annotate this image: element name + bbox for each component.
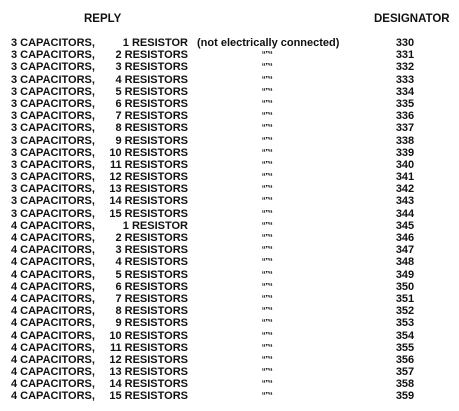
connection-note-cell: “”“ <box>261 123 273 133</box>
reply-column-header: REPLY <box>84 13 122 25</box>
designator-cell: 339 <box>395 146 415 159</box>
capacitor-count-cell: 3 CAPACITORS, <box>11 110 95 123</box>
connection-note-cell: “”“ <box>261 147 273 157</box>
connection-note-cell: “”“ <box>261 111 273 121</box>
connection-note-cell: “”“ <box>261 293 273 303</box>
table-row <box>0 61 459 73</box>
table-row <box>0 110 459 122</box>
designator-cell: 357 <box>395 366 415 379</box>
connection-note-cell: “”“ <box>261 196 273 206</box>
resistor-count-cell: 1 RESISTOR <box>122 37 188 49</box>
table-row <box>0 390 459 402</box>
connection-note-cell: “”“ <box>261 135 273 145</box>
table-row <box>0 281 459 293</box>
designator-cell: 352 <box>395 305 415 318</box>
capacitor-count-cell: 3 CAPACITORS, <box>11 158 95 171</box>
table-row <box>0 354 459 366</box>
designator-column-header: DESIGNATOR <box>374 13 450 25</box>
designator-cell: 350 <box>395 280 415 293</box>
designator-cell: 349 <box>395 268 415 281</box>
capacitor-count-cell: 3 CAPACITORS, <box>11 37 95 49</box>
table-row <box>0 269 459 281</box>
resistor-count-cell: 15 RESISTORS <box>109 390 188 403</box>
designator-cell: 332 <box>395 61 415 74</box>
resistor-count-cell: 2 RESISTORS <box>115 49 188 62</box>
designator-cell: 343 <box>395 195 415 208</box>
resistor-count-cell: 13 RESISTORS <box>109 366 188 379</box>
resistor-count-cell: 4 RESISTORS <box>115 73 188 86</box>
resistor-count-cell: 11 RESISTORS <box>109 341 188 354</box>
table-row <box>0 342 459 354</box>
designator-cell: 348 <box>395 256 415 269</box>
connection-note-cell: “”“ <box>261 391 273 401</box>
resistor-count-cell: 13 RESISTORS <box>109 183 188 196</box>
resistor-count-cell: 8 RESISTORS <box>115 305 188 318</box>
table-row <box>0 366 459 378</box>
capacitor-count-cell: 4 CAPACITORS, <box>11 353 95 366</box>
connection-note-cell: “”“ <box>261 172 273 182</box>
capacitor-count-cell: 3 CAPACITORS, <box>11 171 95 184</box>
connection-note-cell: “”“ <box>261 354 273 364</box>
designator-cell: 336 <box>395 110 415 123</box>
table-row <box>0 244 459 256</box>
table-row <box>0 330 459 342</box>
connection-note-cell: “”“ <box>261 306 273 316</box>
resistor-count-cell: 7 RESISTORS <box>115 292 188 305</box>
table-row <box>0 49 459 61</box>
designator-cell: 345 <box>395 219 415 232</box>
connection-note-cell: “”“ <box>261 330 273 340</box>
designator-cell: 340 <box>395 158 415 171</box>
resistor-count-cell: 8 RESISTORS <box>115 122 188 135</box>
connection-note-cell: “”“ <box>261 220 273 230</box>
table-row <box>0 135 459 147</box>
capacitor-count-cell: 3 CAPACITORS, <box>11 207 95 220</box>
capacitor-count-cell: 3 CAPACITORS, <box>11 61 95 74</box>
table-row <box>0 74 459 86</box>
table-row <box>0 195 459 207</box>
table-row <box>0 305 459 317</box>
resistor-count-cell: 14 RESISTORS <box>109 378 188 391</box>
capacitor-count-cell: 3 CAPACITORS, <box>11 146 95 159</box>
connection-note-cell: “”“ <box>261 50 273 60</box>
connection-note-cell: “”“ <box>261 281 273 291</box>
connection-note-cell: “”“ <box>261 245 273 255</box>
capacitor-count-cell: 3 CAPACITORS, <box>11 134 95 147</box>
resistor-count-cell: 7 RESISTORS <box>115 110 188 123</box>
designator-cell: 359 <box>395 390 415 403</box>
capacitor-count-cell: 3 CAPACITORS, <box>11 122 95 135</box>
designator-cell: 353 <box>395 317 415 330</box>
table-row <box>0 86 459 98</box>
connection-note-cell: “”“ <box>261 208 273 218</box>
designator-cell: 335 <box>395 97 415 110</box>
capacitor-count-cell: 3 CAPACITORS, <box>11 49 95 62</box>
capacitor-count-cell: 4 CAPACITORS, <box>11 232 95 244</box>
designator-cell: 356 <box>395 353 415 366</box>
designator-cell: 337 <box>395 122 415 135</box>
designator-cell: 342 <box>395 183 415 196</box>
resistor-count-cell: 12 RESISTORS <box>109 353 188 366</box>
connection-note-cell: “”“ <box>261 379 273 389</box>
resistor-count-cell: 10 RESISTORS <box>109 146 188 159</box>
designator-table <box>0 37 459 403</box>
capacitor-count-cell: 4 CAPACITORS, <box>11 317 95 330</box>
resistor-count-cell: 6 RESISTORS <box>115 97 188 110</box>
capacitor-count-cell: 4 CAPACITORS, <box>11 292 95 305</box>
capacitor-count-cell: 4 CAPACITORS, <box>11 244 95 257</box>
resistor-count-cell: 10 RESISTORS <box>109 329 188 342</box>
resistor-count-cell: 9 RESISTORS <box>115 317 188 330</box>
capacitor-count-cell: 3 CAPACITORS, <box>11 97 95 110</box>
connection-note-cell: “”“ <box>261 269 273 279</box>
capacitor-count-cell: 4 CAPACITORS, <box>11 341 95 354</box>
designator-cell: 330 <box>395 37 415 49</box>
designator-cell: 354 <box>395 329 415 342</box>
connection-note-cell: “”“ <box>261 184 273 194</box>
capacitor-count-cell: 3 CAPACITORS, <box>11 195 95 208</box>
table-row <box>0 220 459 232</box>
capacitor-count-cell: 3 CAPACITORS, <box>11 183 95 196</box>
table-row <box>0 159 459 171</box>
resistor-count-cell: 2 RESISTORS <box>115 232 188 244</box>
resistor-count-cell: 1 RESISTOR <box>122 219 188 232</box>
table-row <box>0 171 459 183</box>
capacitor-count-cell: 4 CAPACITORS, <box>11 366 95 379</box>
designator-cell: 346 <box>395 232 415 244</box>
connection-note-cell: “”“ <box>261 367 273 377</box>
designator-cell: 355 <box>395 341 415 354</box>
connection-note-cell: “”“ <box>261 257 273 267</box>
designator-cell: 358 <box>395 378 415 391</box>
table-row <box>0 293 459 305</box>
connection-note-cell: “”“ <box>261 159 273 169</box>
connection-note-cell: “”“ <box>261 74 273 84</box>
connection-note-cell: “”“ <box>261 233 273 242</box>
resistor-count-cell: 4 RESISTORS <box>115 256 188 269</box>
capacitor-count-cell: 4 CAPACITORS, <box>11 280 95 293</box>
capacitor-count-cell: 4 CAPACITORS, <box>11 219 95 232</box>
resistor-count-cell: 12 RESISTORS <box>109 171 188 184</box>
connection-note-cell: (not electrically connected) <box>197 37 340 49</box>
table-row <box>0 232 459 244</box>
resistor-count-cell: 14 RESISTORS <box>109 195 188 208</box>
resistor-count-cell: 3 RESISTORS <box>115 61 188 74</box>
resistor-count-cell: 5 RESISTORS <box>115 268 188 281</box>
designator-cell: 331 <box>395 49 415 62</box>
designator-cell: 333 <box>395 73 415 86</box>
capacitor-count-cell: 4 CAPACITORS, <box>11 256 95 269</box>
resistor-count-cell: 6 RESISTORS <box>115 280 188 293</box>
table-row <box>0 37 459 49</box>
designator-cell: 347 <box>395 244 415 257</box>
connection-note-cell: “”“ <box>261 342 273 352</box>
resistor-count-cell: 11 RESISTORS <box>109 158 188 171</box>
connection-note-cell: “”“ <box>261 318 273 328</box>
resistor-count-cell: 9 RESISTORS <box>115 134 188 147</box>
capacitor-count-cell: 4 CAPACITORS, <box>11 329 95 342</box>
table-row <box>0 183 459 195</box>
designator-cell: 344 <box>395 207 415 220</box>
designator-cell: 338 <box>395 134 415 147</box>
connection-note-cell: “”“ <box>261 86 273 96</box>
capacitor-count-cell: 3 CAPACITORS, <box>11 85 95 98</box>
table-row <box>0 122 459 134</box>
capacitor-count-cell: 3 CAPACITORS, <box>11 73 95 86</box>
capacitor-count-cell: 4 CAPACITORS, <box>11 305 95 318</box>
designator-cell: 334 <box>395 85 415 98</box>
resistor-count-cell: 3 RESISTORS <box>115 244 188 257</box>
table-row <box>0 256 459 268</box>
capacitor-count-cell: 4 CAPACITORS, <box>11 390 95 403</box>
capacitor-count-cell: 4 CAPACITORS, <box>11 268 95 281</box>
capacitor-count-cell: 4 CAPACITORS, <box>11 378 95 391</box>
designator-cell: 341 <box>395 171 415 184</box>
table-row <box>0 208 459 220</box>
table-row <box>0 317 459 329</box>
table-row <box>0 147 459 159</box>
table-row <box>0 98 459 110</box>
table-row <box>0 378 459 390</box>
connection-note-cell: “”“ <box>261 98 273 108</box>
resistor-count-cell: 5 RESISTORS <box>115 85 188 98</box>
designator-cell: 351 <box>395 292 415 305</box>
resistor-count-cell: 15 RESISTORS <box>109 207 188 220</box>
connection-note-cell: “”“ <box>261 62 273 72</box>
